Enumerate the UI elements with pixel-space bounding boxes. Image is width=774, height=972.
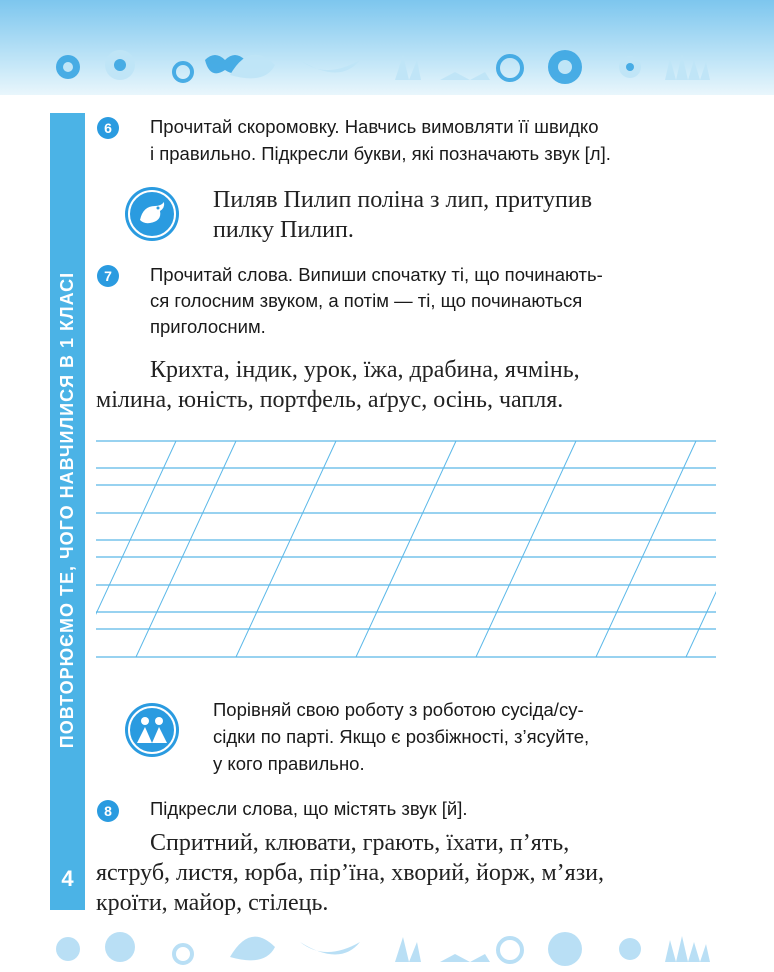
snail-icon bbox=[174, 945, 192, 963]
grass-icon bbox=[665, 936, 710, 962]
grass-icon bbox=[665, 54, 710, 80]
task-number-7: 7 bbox=[97, 265, 119, 287]
flower-icon bbox=[105, 932, 135, 962]
pair-work-icon bbox=[125, 703, 179, 757]
bird-flying-icon bbox=[300, 60, 360, 73]
pair-work-line-3: у кого правильно. bbox=[213, 753, 365, 774]
flower-icon bbox=[619, 938, 641, 960]
bird-flying-icon bbox=[300, 942, 360, 955]
task-number-8: 8 bbox=[97, 800, 119, 822]
grass-icon bbox=[440, 72, 490, 80]
flower-icon bbox=[56, 937, 80, 961]
tongue-twister-line-1: Пиляв Пилип поліна з лип, притупив bbox=[213, 187, 593, 213]
task-7-words-line-2: мілина, юність, портфель, аґрус, осінь, чапля. bbox=[96, 387, 564, 413]
task-7-instruction-line-2: ся голосним звуком, а потім — ті, що починаються bbox=[150, 290, 583, 311]
leaf-icon bbox=[230, 937, 275, 961]
writing-lines bbox=[96, 435, 716, 665]
task-6-instruction-line-2: і правильно. Підкресли букви, які позначають звук [л]. bbox=[150, 143, 611, 164]
task-number-6: 6 bbox=[97, 117, 119, 139]
swirl-icon bbox=[498, 56, 522, 80]
grass-icon bbox=[395, 55, 421, 80]
task-8-instruction: Підкресли слова, що містять звук [й]. bbox=[150, 798, 468, 819]
snail-icon bbox=[174, 63, 192, 81]
decorative-border-bottom bbox=[0, 912, 774, 972]
section-title: ПОВТОРЮЄМО ТЕ, ЧОГО НАВЧИЛИСЯ В 1 КЛАСІ bbox=[57, 271, 77, 749]
grass-icon bbox=[395, 937, 421, 962]
task-8-words-line-1: Спритний, клювати, грають, їхати, п’ять, bbox=[150, 830, 570, 856]
task-7-words-line-1: Крихта, індик, урок, їжа, драбина, ячмінь, bbox=[150, 357, 580, 383]
grass-icon bbox=[440, 954, 490, 962]
bird-icon bbox=[125, 187, 179, 241]
tongue-twister-line-2: пилку Пилип. bbox=[213, 217, 354, 243]
decorative-border-top bbox=[0, 30, 774, 90]
flower-icon bbox=[548, 932, 582, 966]
task-8-words-line-3: кроїти, майор, стілець. bbox=[96, 890, 329, 916]
task-6-instruction-line-1: Прочитай скоромовку. Навчись вимовляти її швидко bbox=[150, 116, 599, 137]
pair-work-line-2: сідки по парті. Якщо є розбіжності, з’ясуйте, bbox=[213, 726, 590, 747]
task-7-instruction-line-3: приголосним. bbox=[150, 316, 266, 337]
swirl-icon bbox=[498, 938, 522, 962]
task-8-words-line-2: яструб, листя, юрба, пір’їна, хворий, йорж, м’язи, bbox=[96, 860, 605, 886]
pair-work-line-1: Порівняй свою роботу з роботою сусіда/су- bbox=[213, 699, 584, 720]
page-number: 4 bbox=[61, 866, 74, 891]
task-7-instruction-line-1: Прочитай слова. Випиши спочатку ті, що починають- bbox=[150, 264, 603, 285]
